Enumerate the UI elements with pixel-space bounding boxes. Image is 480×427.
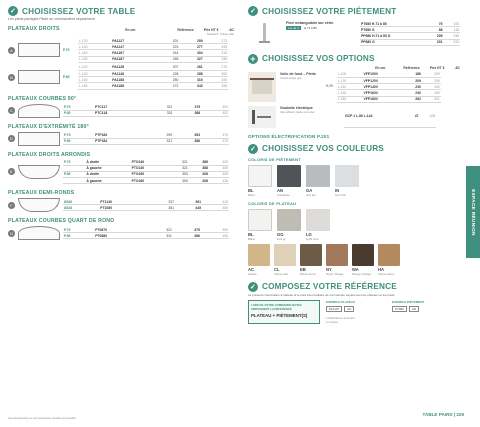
table-cell: 426 <box>209 171 229 177</box>
table-title: ✓ CHOISISSEZ VOTRE TABLE <box>9 6 136 16</box>
table-cell: PTO160 <box>131 178 169 184</box>
swatch-name: Chêne Hamo <box>378 271 395 276</box>
marker-badge: B <box>8 74 15 81</box>
table-column <box>8 6 234 420</box>
table-shape-diagram <box>18 70 60 84</box>
table-cell: PA1167 <box>111 50 155 56</box>
pietement-swatches <box>248 165 460 197</box>
table-cell: 259 <box>179 38 203 44</box>
table-cell: PA1168 <box>111 77 155 83</box>
table-cell: P.70 <box>63 160 85 166</box>
table-cell: 343 <box>179 83 203 89</box>
depth-label: P.70 <box>63 48 70 53</box>
pietement-block: Pied rectangulaire sur vérin Lot de 4 H.71 à 85 PT680 H.71 à 85 75 108 PT680 G 88 118 PP680 H.71 à 85 G 205 238 PP680 G 201 233 <box>248 21 460 46</box>
table-cell: P.80 <box>63 233 94 239</box>
table-cell: VFP180V <box>363 96 404 102</box>
swatch-chip <box>352 244 374 266</box>
table-cell: L.100 <box>337 72 363 78</box>
table-cell: 353 <box>169 171 189 177</box>
table-cell: 375 <box>173 227 201 233</box>
price-table <box>63 160 229 185</box>
swatch-name: Chêne clair <box>274 271 289 276</box>
table-cell: 386 <box>173 110 201 116</box>
table-cell: 388 <box>173 138 201 144</box>
table-row <box>360 39 460 45</box>
table-row <box>63 205 229 211</box>
table-cell: 277 <box>179 44 203 50</box>
swatch-name: Anthracite <box>277 192 290 197</box>
plateau-section <box>8 190 234 212</box>
check-icon: ✓ <box>9 8 17 15</box>
swatch-chip <box>335 165 359 187</box>
swatch-code: BL <box>248 231 254 237</box>
section-title: PLATEAUX DEMI-RONDS <box>8 190 75 197</box>
swatch-chip <box>306 165 330 187</box>
table-cell: PTF184 <box>94 138 145 144</box>
marker-badge: E <box>8 168 15 175</box>
table-cell: 223 <box>155 44 179 50</box>
color-swatch[interactable] <box>300 244 322 276</box>
table-cell: P.70 <box>63 132 94 138</box>
table-cell: PA1127 <box>111 38 155 44</box>
page-footer: TABLE PAIRS | 229 <box>422 412 464 417</box>
table-cell: 118 <box>444 27 460 33</box>
table-cell: PA1188 <box>111 83 155 89</box>
section-title: PLATEAUX COURBES 90° <box>8 95 77 102</box>
table-cell: 305 <box>204 70 228 76</box>
lot-badge: Lot de 4 <box>288 26 299 30</box>
plateau-section <box>8 152 234 185</box>
table-cell: 250 <box>155 77 179 83</box>
plateau-section <box>8 96 234 118</box>
table-cell: PP680 G <box>360 39 427 45</box>
table-subtitle: Les pieds partagés Pilote se commandent séparément <box>8 17 95 21</box>
table-cell: 405 <box>209 165 229 171</box>
table-cell: 304 <box>179 50 203 56</box>
table-cell: L.120 <box>78 38 111 44</box>
table-cell: 88 <box>427 27 443 33</box>
table-cell: 321 <box>169 160 189 166</box>
plateau-section <box>8 218 234 240</box>
elec-link[interactable]: OPTIONS ÉLECTRIFICATION P.201 <box>248 133 330 139</box>
swatch-code: BL <box>248 187 254 193</box>
table-cell: À gauche <box>85 165 130 171</box>
section-body <box>8 160 234 185</box>
swatch-code: GG <box>277 231 284 237</box>
table-cell: 230 <box>403 84 422 90</box>
swatch-name: Ébène foncé <box>300 271 316 276</box>
table-cell: VFP140V <box>363 84 404 90</box>
table-cell: PT680 H.71 à 85 <box>360 21 427 27</box>
price-table <box>63 199 229 211</box>
options-title: + CHOISISSEZ VOS OPTIONS <box>248 54 460 64</box>
table-cell: 408 <box>189 171 209 177</box>
table-cell: 321 <box>145 227 173 233</box>
table-cell: 331 <box>146 110 174 116</box>
table-cell: 406 <box>201 233 229 239</box>
table-cell: VFP120V <box>363 77 404 83</box>
swatch-code: LG <box>306 231 312 237</box>
table-cell: PA1128 <box>111 65 155 71</box>
swatch-name: Gris alu <box>306 192 316 197</box>
table-cell: L.160 <box>78 50 111 56</box>
price-table <box>63 227 229 239</box>
table-row: GCP 1 L.80 L.144 47 108 <box>344 106 436 128</box>
table-cell: PA1187 <box>111 56 155 62</box>
table-row <box>63 138 229 144</box>
table-cell: 321 <box>145 138 173 144</box>
swatch-code: AN <box>277 187 284 193</box>
table-cell: PTO140 <box>131 160 169 166</box>
table-cell: 405 <box>209 160 229 166</box>
swatch-name: Noyer Vintage <box>326 271 344 276</box>
table-cell: 321 <box>169 165 189 171</box>
table-cell: 330 <box>204 77 228 83</box>
table-cell: 233 <box>444 39 460 45</box>
table-cell: 238 <box>444 33 460 39</box>
table-cell: 375 <box>173 104 201 110</box>
check-icon: ✓ <box>249 145 257 153</box>
table-row <box>63 233 229 239</box>
swatch-name: Gris gr. <box>277 236 287 241</box>
swatch-code: IN <box>335 187 340 193</box>
table-cell: PA1147 <box>111 44 155 50</box>
color-swatch[interactable] <box>274 244 296 276</box>
options-column <box>248 6 460 324</box>
table-cell: 205 <box>427 33 443 39</box>
table-cell: P.80 <box>63 171 85 177</box>
table-cell: L.140 <box>78 70 111 76</box>
cable-table <box>344 106 436 128</box>
table-cell: 321 <box>146 104 174 110</box>
section-head <box>8 124 234 130</box>
table-cell: 408 <box>189 178 209 184</box>
reference-title: ✓ COMPOSEZ VOTRE RÉFÉRENCE <box>249 282 397 292</box>
color-swatch[interactable] <box>248 244 270 276</box>
table-cell: PT680 G <box>360 27 427 33</box>
table-cell: 426 <box>209 178 229 184</box>
swatch-code: AC <box>248 266 255 272</box>
table-shape-diagram <box>18 43 60 57</box>
section-title: PLATEAUX D'EXTRÉMITÉ 180° <box>8 123 89 130</box>
marker-badge: F <box>8 202 15 209</box>
table-cell: PTF184 <box>94 132 145 138</box>
swatch-code: CL <box>274 266 280 272</box>
plateau-group <box>8 38 234 63</box>
reference-block <box>248 300 460 324</box>
color-swatch[interactable] <box>335 165 359 197</box>
table-cell: PT0880 <box>94 233 145 239</box>
cable-image <box>248 106 276 128</box>
table-cell: 244 <box>155 50 179 56</box>
swatch-chip <box>248 244 270 266</box>
table-cell: PP680 H.71 à 85 G <box>360 33 427 39</box>
example-plateau: EXEMPLE PLATEAU PA1127 AC 1 Référence du feutre 2 Coloris <box>326 299 356 324</box>
marker-badge: D <box>8 135 15 142</box>
table-cell: PT0870 <box>94 227 145 233</box>
swatch-name: Wengé Vintage <box>352 271 372 276</box>
table-cell: 358 <box>204 83 228 89</box>
swatch-code: EB <box>300 266 306 272</box>
table-cell: 353 <box>173 132 201 138</box>
swatch-code: HA <box>378 266 385 272</box>
table-cell: 262 <box>403 96 422 102</box>
swatch-chip <box>248 165 272 187</box>
table-head: En cm Référence Prix HT € -6C <box>125 28 234 32</box>
table-cell: 260 <box>422 84 441 90</box>
color-swatch[interactable] <box>326 244 348 276</box>
table-cell: 201 <box>155 38 179 44</box>
table-cell: 370 <box>201 132 229 138</box>
price-table <box>63 132 229 144</box>
options-head: En cm Référence Prix HT € -6C <box>375 65 460 70</box>
table-cell: 465 <box>202 205 229 211</box>
table-cell <box>63 178 85 184</box>
table-cell: 298 <box>204 44 228 50</box>
table-cell: 273 <box>204 38 228 44</box>
table-cell: 391 <box>201 104 229 110</box>
table-cell: 353 <box>169 178 189 184</box>
swatch-chip <box>277 165 301 187</box>
table-cell: PT1080 <box>99 205 148 211</box>
swatch-name: Blanc <box>248 192 255 197</box>
table-cell: P.80 <box>63 110 94 116</box>
table-shape-diagram <box>18 165 60 179</box>
table-cell: L.120 <box>337 77 363 83</box>
table-cell: À droite <box>85 160 130 166</box>
table-cell: 265 <box>155 56 179 62</box>
table-cell: 381 <box>148 205 175 211</box>
table-cell: 445 <box>175 205 202 211</box>
swatch-code: GA <box>306 187 313 193</box>
price-table <box>78 65 228 90</box>
table-cell: 201 <box>427 39 443 45</box>
voile-name: Voile de fond – Pieds <box>280 71 316 76</box>
table-cell: 186 <box>403 72 422 78</box>
table-cell: 280 <box>422 90 441 96</box>
table-cell: 375 <box>201 138 229 144</box>
table-shape-diagram <box>18 104 60 118</box>
table-cell: 388 <box>189 160 209 166</box>
table-cell: 316 <box>179 77 203 83</box>
table-cell: P.70 <box>63 104 94 110</box>
swatch-chip <box>326 244 348 266</box>
pietement-item: Pied rectangulaire sur vérin <box>286 21 334 25</box>
table-cell: 272 <box>155 83 179 89</box>
table-cell: PTO140 <box>131 165 169 171</box>
voile-image <box>248 72 276 102</box>
droits-groups <box>8 38 234 90</box>
table-cell: L.120 <box>78 65 111 71</box>
price-table <box>63 104 229 116</box>
color-swatch[interactable] <box>352 244 374 276</box>
table-shape-diagram <box>18 198 60 212</box>
table-cell: 261 <box>179 65 203 71</box>
table-cell: PTO160 <box>131 171 169 177</box>
table-cell: 228 <box>155 70 179 76</box>
page-number: 229 <box>456 412 464 417</box>
simple-sections <box>8 96 234 241</box>
table-cell: À droite <box>85 171 130 177</box>
table-cell: 391 <box>175 199 202 205</box>
color-swatch[interactable] <box>277 165 301 197</box>
table-cell: Ø184 <box>63 205 99 211</box>
plateau-swatches-2 <box>248 244 460 276</box>
table-cell: L.140 <box>337 84 363 90</box>
color-swatch[interactable] <box>306 165 330 197</box>
swatch-name: Blanc <box>248 236 255 241</box>
section-head <box>8 152 234 158</box>
color-swatch[interactable] <box>378 244 400 276</box>
table-cell: PTC118 <box>94 110 146 116</box>
swatch-chip <box>306 209 330 231</box>
plateau-section <box>8 124 234 146</box>
table-row <box>63 110 229 116</box>
table-cell: PT1140 <box>99 199 148 205</box>
swatch-chip <box>277 209 301 231</box>
cable-name: Goulotte électrique <box>280 105 313 110</box>
check-icon: ✓ <box>249 283 257 291</box>
table-cell: 209 <box>403 77 422 83</box>
voile-table <box>337 72 441 103</box>
color-swatch[interactable] <box>277 209 301 241</box>
table-cell: PTC117 <box>94 104 146 110</box>
check-icon: ✓ <box>249 8 257 15</box>
table-cell: L.160 <box>337 90 363 96</box>
plateau-colors-title: COLORIS DE PLATEAU <box>248 200 297 206</box>
table-cell: P.80 <box>63 138 94 144</box>
section-head <box>8 218 234 224</box>
swatch-chip <box>248 209 272 231</box>
table-cell: L.180 <box>78 83 111 89</box>
table-cell: 75 <box>427 21 443 27</box>
section-title: PLATEAUX DROITS ARRONDIS <box>8 151 91 158</box>
section-head <box>8 190 234 196</box>
table-cell: 209 <box>422 72 441 78</box>
swatch-name: Light Grey <box>306 236 319 241</box>
table-cell: VFP100V <box>363 72 404 78</box>
plus-icon: + <box>248 54 258 64</box>
table-cell: Ø160 <box>63 199 99 205</box>
table-cell: 327 <box>179 56 203 62</box>
section-body <box>8 104 234 118</box>
table-cell: 336 <box>204 56 228 62</box>
color-swatch[interactable] <box>248 209 272 241</box>
price-table <box>78 38 228 63</box>
cable-block: Goulotte électrique Clip adhésif, facile à monter GCP 1 L.80 L.144 47 108 <box>248 106 460 128</box>
swatch-code: WA <box>352 266 359 272</box>
swatch-chip <box>274 244 296 266</box>
table-cell: VFP160V <box>363 90 404 96</box>
swatch-name: Acacia <box>248 271 257 276</box>
plateau-swatches-1 <box>248 209 460 241</box>
table-cell: 388 <box>189 165 209 171</box>
table-cell: L.180 <box>78 56 111 62</box>
table-shape-diagram <box>18 226 60 240</box>
table-cell: L.140 <box>78 44 111 50</box>
table-cell: 395 <box>201 227 229 233</box>
table-cell: 315 <box>204 50 228 56</box>
pietement-title: ✓ CHOISISSEZ VOTRE PIÉTEMENT <box>249 6 397 16</box>
table-cell: 278 <box>204 65 228 71</box>
table-cell: L.180 <box>337 96 363 102</box>
swatch-chip <box>300 244 322 266</box>
swatch-code: NY <box>326 266 332 272</box>
marker-badge: C <box>8 107 15 114</box>
swatch-chip <box>378 244 400 266</box>
example-pietement: EXEMPLE PIÉTEMENT PT680 AN <box>392 299 425 311</box>
table-row <box>63 178 229 184</box>
table-row <box>337 96 441 102</box>
table-cell: 207 <box>155 65 179 71</box>
depth-label: P.80 <box>63 75 70 80</box>
footnote: Ces accessoires ne sont pas livrés montés sur la table. <box>8 416 77 420</box>
table-cell: 108 <box>444 21 460 27</box>
table-leg-image <box>248 21 282 45</box>
section-side-tab[interactable]: ESPACE RÉUNION <box>466 166 480 258</box>
table-cell: 236 <box>422 77 441 83</box>
section-head <box>8 96 234 102</box>
table-cell: PA1148 <box>111 70 155 76</box>
color-swatch[interactable] <box>248 165 272 197</box>
section-title: PLATEAUX DROITS <box>8 26 60 32</box>
pietement-colors-title: COLORIS DE PIÈTEMENT <box>248 156 301 162</box>
table-cell: 410 <box>202 199 229 205</box>
colors-title: ✓ CHOISISSEZ VOS COULEURS <box>249 144 384 154</box>
plateau-group <box>8 65 234 90</box>
section-plateaux-droits: PLATEAUX DROITS En cm Référence Prix HT € -6C Standard Chêne clair A P.70 L.120 PA1127 201 259 273 L.140 PA1147 223 277 298 L.160 PA1167 244 304 315 L.180 PA1187 265 327 336 B P.80 L.120 PA1128 207 261 278 L.140 PA1148 228 288 305 L.160 PA1168 250 316 330 L.180 PA1188 272 343 358 <box>8 26 234 88</box>
section-body <box>8 226 234 240</box>
table-cell: 402 <box>201 110 229 116</box>
table-row <box>78 56 228 62</box>
table-cell: 301 <box>422 96 441 102</box>
table-cell: 331 <box>145 233 173 239</box>
table-shape-diagram <box>18 132 60 146</box>
table-cell: 299 <box>145 132 173 138</box>
table-cell: 386 <box>173 233 201 239</box>
marker-badge: G <box>9 230 14 236</box>
voile-block: Voile de fond – Pieds Coloris beige gris H.29 L.100 VFP100V 186 209 L.120 VFP120V 209 236 L.140 VFP140V 230 260 L.160 VFP160V 240 280 L.180 VFP180V 262 301 <box>248 72 460 103</box>
color-swatch[interactable] <box>306 209 330 241</box>
table-cell: À gauche <box>85 178 130 184</box>
reference-desc: La présente Nomination à plateau et le pied intermédiaire de commander séparément les plateaux et les pieds <box>248 292 395 297</box>
table-row <box>78 83 228 89</box>
pietement-table <box>360 21 460 46</box>
section-title: PLATEAUX COURBES QUART DE ROND <box>8 218 115 225</box>
reference-box: LORS DE VOTRE COMMANDE NOTEZ SIMPLEMENT LA RÉFÉRENCE PLATEAU + PIÉTEMENT(S) <box>248 300 320 324</box>
section-body <box>8 198 234 212</box>
table-cell: 240 <box>403 90 422 96</box>
table-cell: 337 <box>148 199 175 205</box>
section-body <box>8 132 234 146</box>
table-cell: 288 <box>179 70 203 76</box>
marker-badge: A <box>8 47 15 54</box>
table-cell: P.70 <box>63 227 94 233</box>
swatch-name: Inox Poli <box>335 192 346 197</box>
table-cell: L.160 <box>78 77 111 83</box>
